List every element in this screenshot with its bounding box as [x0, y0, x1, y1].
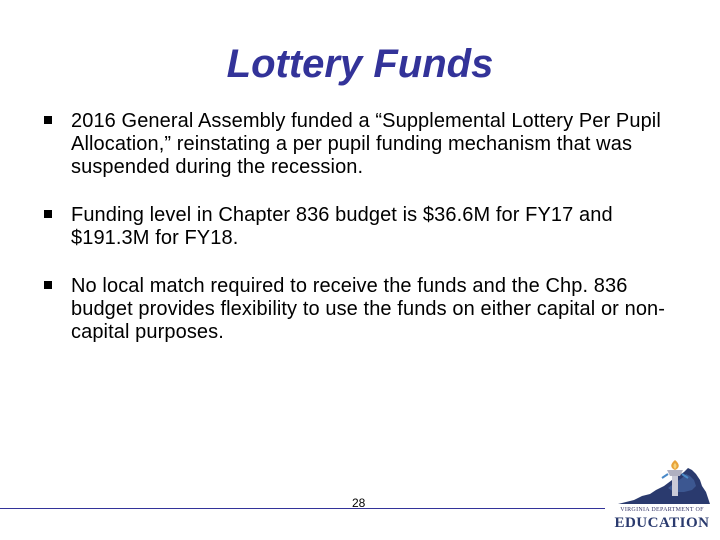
square-bullet-icon — [44, 116, 52, 124]
slide-title: Lottery Funds — [226, 42, 494, 86]
logo-education-text: EDUCATION — [614, 515, 710, 531]
bullet-text: Funding level in Chapter 836 budget is $36.6M for FY17 and $191.3M for FY18. — [71, 204, 613, 249]
vdoe-logo — [612, 460, 712, 535]
bullet-item — [44, 275, 684, 344]
square-bullet-icon — [44, 210, 52, 218]
bullet-item — [44, 204, 684, 250]
square-bullet-icon — [44, 281, 52, 289]
bullet-text: 2016 General Assembly funded a “Supplemental Lottery Per Pupil Allocation,” reinstating a per pupil funding mechanism that was suspended during the recession. — [71, 110, 661, 178]
bullet-text: No local match required to receive the funds and the Chp. 836 budget provides flexibility to use the funds on either capital or non-capital purposes. — [71, 275, 666, 343]
bullet-item — [44, 110, 684, 179]
bullet-list — [44, 110, 684, 369]
logo-department-text: VIRGINIA DEPARTMENT OF — [620, 507, 704, 513]
virginia-state-torch-icon — [612, 460, 712, 508]
footer-divider — [0, 508, 605, 509]
page-number: 28 — [352, 496, 366, 510]
